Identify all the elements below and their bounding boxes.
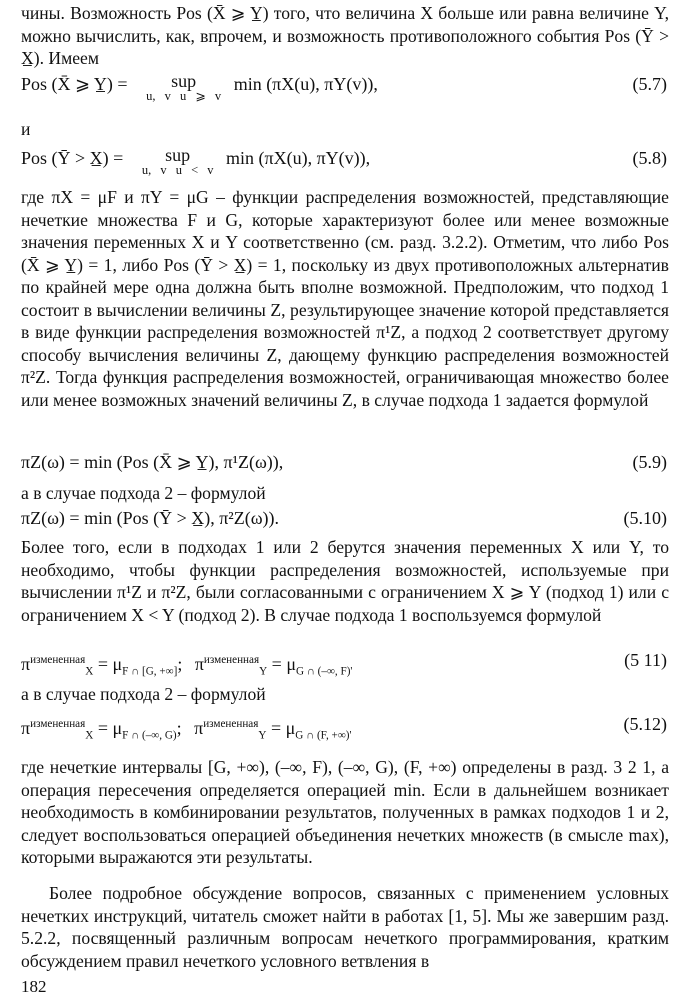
- equation-5-7: [21, 72, 669, 102]
- page-number: 182: [21, 977, 47, 996]
- eq57-rhs: min (πX(u), πY(v)),: [233, 74, 378, 94]
- eq58-lhs: Pos (Ȳ > X̲) =: [21, 148, 124, 168]
- conjunction-and: и: [21, 119, 31, 139]
- eq58-sup-subscript: u, v u < v: [141, 163, 214, 177]
- eq511-separator: ;: [177, 654, 183, 674]
- eq512-number: (5.12): [623, 714, 667, 734]
- eq57-sup-subscript: u, v u ⩾ v: [146, 89, 222, 103]
- eq512-pi-x: $\pi^{измененная}_X$: [21, 718, 94, 742]
- paragraph-final: Более подробное обсуждение вопросов, связанных с применением условных нечетких инструкций, читатель сможет найти в работах [1, 5]. Мы же завершим разд. 5.2.2, посвященный различным вопросам нечеткого программирования, кратким обсуждением правил нечеткого условного ветвления в: [21, 883, 669, 971]
- eq57-number: (5.7): [632, 74, 667, 94]
- eq58-sup-operator: sup u, v u < v: [141, 145, 214, 177]
- eq512-pi-y: $\pi^{измененная}_Y$: [194, 718, 267, 742]
- label-case2-second: а в случае подхода 2 – формулой: [21, 684, 266, 704]
- equation-5-10: [21, 506, 669, 536]
- eq511-pi-x: $\pi^{измененная}_X$: [21, 654, 94, 678]
- paragraph-intro: чины. Возможность Pos (X̄ ⩾ Y̲) того, что величина X больше или равна величине Y, можно вычислить, как, впрочем, и возможность противоположного события Pos (Ȳ > X̲). Имеем: [21, 3, 669, 68]
- eq511-number: (5 11): [624, 650, 667, 670]
- paragraph-main: где πX = μF и πY = μG – функции распределения возможностей, представляющие нечеткие множества F и G, которые характеризуют более или менее возможные значения переменных X и Y соответственно (см. разд. 3.2.2). Отметим, что либо Pos (X̄ ⩾ Y̲) = 1, либо Pos (Ȳ > X̲) = 1, поскольку из двух противоположных альтернатив по крайней мере одна должна быть вполне возможной. Предположим, что подход 1 состоит в вычислении величины Z, результирующее значение которой представляется в виде функции распределения возможностей π¹Z, а подход 2 соответствует другому способу вычисления величины Z, дающему функцию распределения возможностей π²Z. Тогда функция распределения возможностей, ограничивающая множество более или менее возможных значений величины Z, в случае подхода 1 задается формулой: [21, 187, 669, 410]
- eq510-number: (5.10): [623, 508, 667, 528]
- eq58-number: (5.8): [632, 148, 667, 168]
- equation-5-11: [21, 648, 669, 678]
- equation-5-8: [21, 146, 669, 176]
- eq512-mu-y: = $\mu_{G \cap (F, +\infty)'}$: [270, 718, 352, 742]
- eq512-separator: ;: [176, 718, 182, 738]
- eq510-formula: πZ(ω) = min (Pos (Ȳ > X̲), π²Z(ω)).: [21, 508, 280, 528]
- eq511-mu-y: = $\mu_{G \cap (-\infty, F)'}$: [271, 654, 353, 678]
- eq59-number: (5.9): [632, 452, 667, 472]
- paragraph-intervals: где нечеткие интервалы [G, +∞), (–∞, F), (–∞, G), (F, +∞) определены в разд. 3 2 1, а операция пересечения определяется операцией min. Если в дальнейшем возникает необходимость в комбинировании результатов, полученных в рамках подходов 1 и 2, следует воспользоваться операцией объединения нечетких множеств (в смысле max), которыми выражаются эти результаты.: [21, 757, 669, 867]
- eq511-mu-x: = $\mu_{F \cap [G, +\infty]}$: [97, 654, 178, 678]
- equation-5-9: [21, 450, 669, 480]
- equation-5-12: [21, 712, 669, 742]
- label-case2-first: а в случае подхода 2 – формулой: [21, 483, 266, 503]
- eq57-lhs: Pos (X̄ ⩾ Y̲) =: [21, 74, 128, 94]
- paragraph-consistency: Более того, если в подходах 1 или 2 берутся значения переменных X или Y, то необходимо, чтобы функции распределения возможностей, используемые при вычислении π¹Z и π²Z, были согласованными с ограничением X ⩾ Y (подход 1) или с ограничением X < Y (подход 2). В случае подхода 1 воспользуемся формулой: [21, 537, 669, 625]
- eq511-pi-y: $\pi^{измененная}_Y$: [194, 654, 268, 678]
- eq57-sup-operator: sup u, v u ⩾ v: [146, 71, 222, 103]
- eq58-rhs: min (πX(u), πY(v)),: [226, 148, 371, 168]
- eq512-mu-x: = $\mu_{F \cap (-\infty, G)}$: [97, 718, 177, 742]
- eq59-formula: πZ(ω) = min (Pos (X̄ ⩾ Y̲), π¹Z(ω)),: [21, 452, 284, 472]
